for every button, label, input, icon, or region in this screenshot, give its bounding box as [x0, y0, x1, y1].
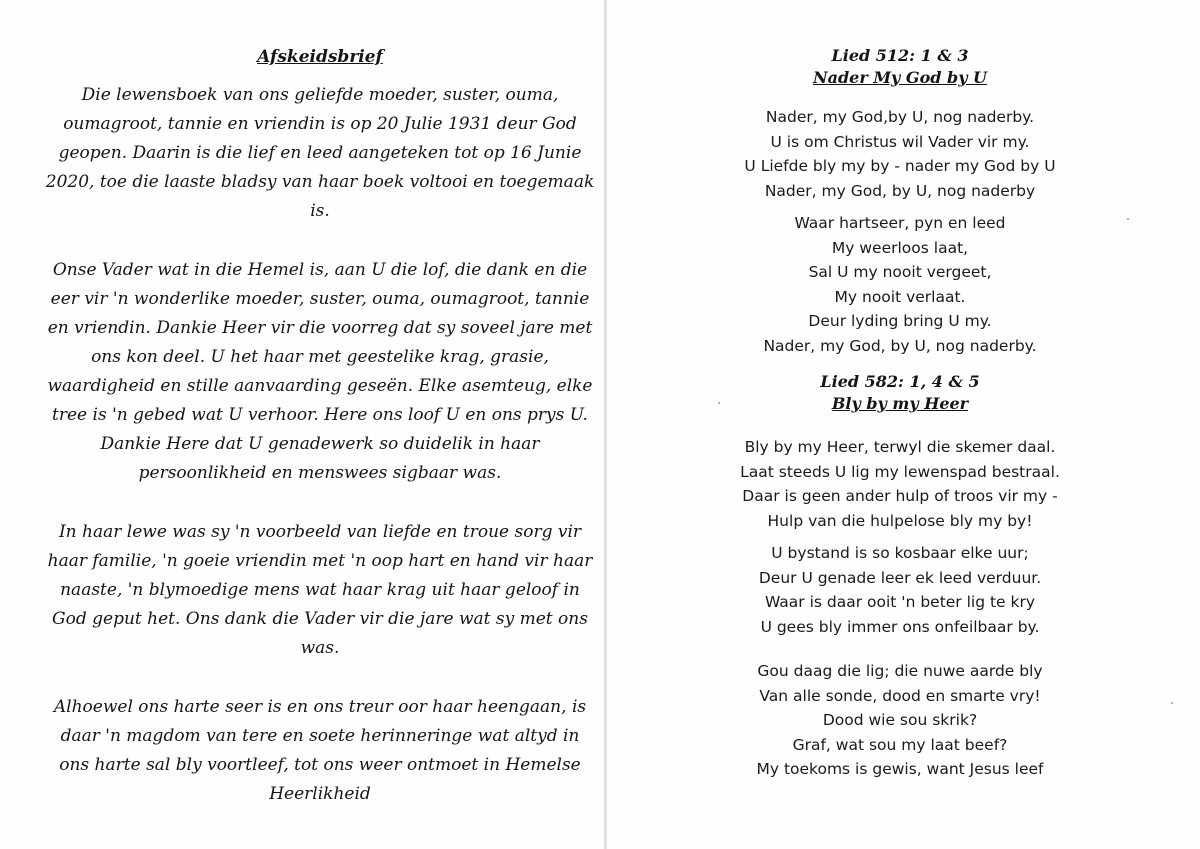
paper-speck [718, 402, 720, 404]
verse-line: U bystand is so kosbaar elke uur; [771, 544, 1029, 562]
hymns [612, 45, 1188, 782]
letter-paragraph-2: Onse Vader wat in die Hemel is, aan U die lof, die dank en die eer vir 'n wonderlike moeder, suster, ouma, oumagroot, tannie en vriendin. Dankie Heer vir die voorreg dat sy soveel jare met ons kon deel. U het haar met geestelike krag, grasie, waardigheid en stille aanvaarding geseën. Elke asemteug, elke tree is 'n gebed wat U verhoor. Here ons loof U en ons prys U. Dankie Here dat U genadewerk so duidelik in haar persoonlikheid en menswees sigbaar was. [47, 260, 593, 483]
hymn2-header [612, 371, 1188, 415]
hymn1-header [612, 45, 1188, 89]
verse-line: Bly by my Heer, terwyl die skemer daal. [744, 438, 1056, 456]
verse-line: Daar is geen ander hulp of troos vir my - [742, 487, 1058, 505]
paper-speck [1127, 218, 1129, 220]
verse-line: Laat steeds U lig my lewenspad bestraal. [740, 462, 1060, 481]
verse-line: U is om Christus wil Vader vir my. [770, 132, 1030, 151]
hymn1-verse-1 [612, 105, 1188, 203]
verse-line: My toekoms is gewis, want Jesus leef [756, 760, 1044, 778]
verse-line: Nader, my God,by U, nog naderby. [765, 108, 1035, 126]
verse-line: Gou daag die lig; die nuwe aarde bly [757, 662, 1043, 680]
hymn2-verse-3 [612, 659, 1188, 782]
verse-line: Nader, my God, by U, nog naderby [764, 181, 1036, 200]
paper-speck [1171, 702, 1173, 704]
letter-title: Afskeidsbrief [257, 47, 383, 67]
verse-line: Deur U genade leer ek leed verduur. [758, 568, 1042, 587]
verse-line: Waar hartseer, pyn en leed [794, 214, 1006, 232]
letter-paragraph-3: In haar lewe was sy 'n voorbeeld van liefde en troue sorg vir haar familie, 'n goeie vriendin met 'n oop hart en hand vir haar naaste, 'n blymoedige mens wat haar krag uit haar geloof in God geput het. Ons dank die Vader vir die jare wat sy met ons was. [47, 522, 593, 658]
verse-line: Sal U my nooit vergeet, [808, 263, 992, 281]
verse-line: Graf, wat sou my laat beef? [792, 735, 1008, 754]
hymn2-verse-1 [612, 435, 1188, 533]
verse-line: Van alle sonde, dood en smarte vry! [759, 686, 1041, 705]
verse-line: My nooit verlaat. [834, 287, 966, 306]
hymn2-number: Lied 582: 1, 4 & 5 [820, 372, 980, 391]
verse-line: Waar is daar ooit 'n beter lig te kry [764, 593, 1036, 611]
hymn1-verse-2 [612, 211, 1188, 358]
letter-paragraph-1: Die lewensboek van ons geliefde moeder, suster, ouma, oumagroot, tannie en vriendin is op 20 Julie 1931 deur God geopen. Daarin is die lief en leed aangeteken tot op 16 Junie 2020, toe die laaste bladsy van haar boek voltooi en toegemaak is. [45, 85, 595, 221]
hymn1-number: Lied 512: 1 & 3 [831, 46, 969, 65]
farewell-letter [44, 45, 596, 809]
verse-line: Hulp van die hulpelose bly my by! [767, 511, 1033, 530]
hymn2-title: Bly by my Heer [831, 394, 969, 413]
verse-line: Nader, my God, by U, nog naderby. [763, 336, 1037, 355]
hymn2-verse-2 [612, 541, 1188, 639]
letter-paragraph-4: Alhoewel ons harte seer is en ons treur oor haar heengaan, is daar 'n magdom van tere en soete herinneringe wat altyd in ons harte sal bly voortleef, tot ons weer ontmoet in Hemelse Heerlikheid [53, 697, 587, 804]
verse-line: U gees bly immer ons onfeilbaar by. [760, 617, 1040, 636]
verse-line: Deur lyding bring U my. [808, 312, 992, 330]
verse-line: My weerloos laat, [831, 238, 969, 257]
verse-line: U Liefde bly my by - nader my God by U [744, 157, 1056, 175]
verse-line: Dood wie sou skrik? [822, 711, 978, 729]
page-fold [604, 0, 607, 849]
hymn1-title: Nader My God by U [812, 68, 988, 87]
